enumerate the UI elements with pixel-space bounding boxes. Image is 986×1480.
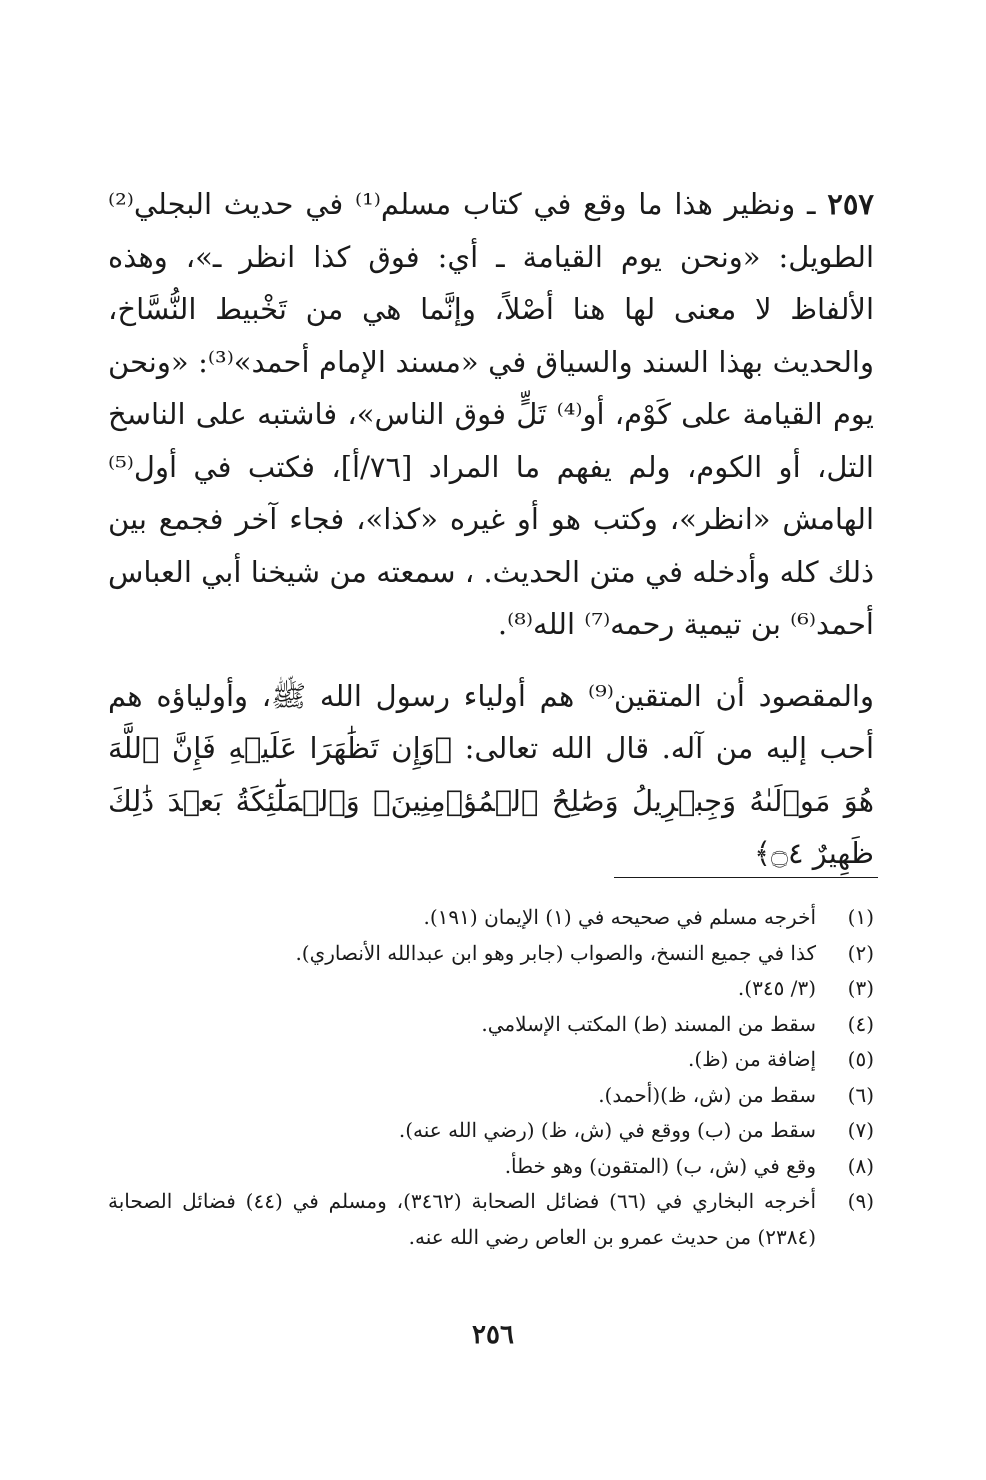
footnote-1 bbox=[108, 900, 874, 936]
paragraph-257 bbox=[108, 178, 874, 651]
footnote-4 bbox=[108, 1007, 874, 1043]
footnote-number: (٣) bbox=[847, 976, 874, 1000]
footnote-text: سقط من (ش، ظ)(أحمد). bbox=[598, 1082, 816, 1107]
footnote-number: (٢) bbox=[847, 940, 874, 965]
footnote-number: (٥) bbox=[847, 1047, 874, 1071]
footnote-text: وقع في (ش، ب) (المتقون) وهو خطأ. bbox=[504, 1153, 816, 1178]
footnote-number: (٩) bbox=[847, 1189, 874, 1213]
footnote-5 bbox=[108, 1042, 874, 1078]
footnote-text: سقط من (ب) ووقع في (ش، ظ) (رضي الله عنه). bbox=[398, 1118, 816, 1142]
footnote-text: سقط من المسند (ط) المكتب الإسلامي. bbox=[481, 1011, 816, 1036]
footnote-number: (٨) bbox=[847, 1153, 874, 1178]
footnote-7 bbox=[108, 1113, 874, 1149]
footnote-9 bbox=[108, 1184, 874, 1255]
main-text bbox=[108, 178, 874, 880]
footnote-8 bbox=[108, 1149, 874, 1185]
footnote-number: (٤) bbox=[847, 1011, 874, 1036]
footnote-text: أخرجه مسلم في صحيحه في (١) الإيمان (١٩١). bbox=[423, 905, 816, 929]
footnote-3 bbox=[108, 971, 874, 1007]
quran-verse: ﴿وَإِن تَظَٰهَرَا عَلَيۡهِ فَإِنَّ ٱللَّهَ هُوَ مَوۡلَىٰهُ وَجِبۡرِيلُ وَصَٰلِحُ ٱلۡمُؤۡمِنِينَۖ وَٱلۡمَلَٰٓئِكَةُ بَعۡدَ ذَٰلِكَ ظَهِيرٌ ۝٤﴾ bbox=[108, 731, 874, 870]
footnote-text: (٣/ ٣٤٥). bbox=[737, 976, 816, 1000]
footnote-6 bbox=[108, 1078, 874, 1114]
paragraph-257-text: ـ ونظير هذا ما وقع في كتاب مسلم⁽¹⁾ في حديث البجلي⁽²⁾ الطويل: «ونحن يوم القيامة ـ أي: فوق كذا انظر ـ»، وهذه الألفاظ لا معنى لها هنا أصْلاً، وإنَّما هي من تَخْبيط النُّسَّاخ، والحديث بهذا السند والسياق في «مسند الإمام أحمد»⁽³⁾: «ونحن يوم القيامة على كَوْم، أو⁽⁴⁾ تَلٍّ فوق الناس»، فاشتبه على الناسخ التل، أو الكوم، ولم يفهم ما المراد [٧٦/أ]، فكتب في أول⁽⁵⁾ الهامش «انظر»، وكتب هو أو غيره «كذا»، فجاء آخر فجمع بين ذلك كله وأدخله في متن الحديث. ، سمعته من شيخنا أبي العباس أحمد⁽⁶⁾ بن تيمية رحمه⁽⁷⁾ الله⁽⁸⁾. bbox=[108, 187, 874, 641]
footnote-divider bbox=[614, 877, 878, 878]
footnote-number: (٦) bbox=[847, 1082, 874, 1107]
footnote-number: (١) bbox=[847, 905, 874, 929]
page-number: ٢٥٦ bbox=[472, 1320, 514, 1350]
paragraph-mutaqin-text: والمقصود أن المتقين⁽⁹⁾ هم أولياء رسول الله ﷺ، وأولياؤه هم أحب إليه من آله. قال الله تعالى: bbox=[108, 678, 874, 765]
paragraph-mutaqin bbox=[108, 670, 874, 880]
footnote-number: (٧) bbox=[847, 1118, 874, 1142]
footnote-text: أخرجه البخاري في (٦٦) فضائل الصحابة (٣٤٦٢)، ومسلم في (٤٤) فضائل الصحابة (٢٣٨٤) من حديث عمرو بن العاص رضي الله عنه. bbox=[108, 1189, 817, 1249]
paragraph-number: ٢٥٧ bbox=[827, 187, 874, 221]
footnotes bbox=[108, 900, 874, 1255]
footnote-text: كذا في جميع النسخ، والصواب (جابر وهو ابن عبدالله الأنصاري). bbox=[295, 940, 816, 965]
footnote-text: إضافة من (ظ). bbox=[687, 1047, 816, 1071]
footnote-2 bbox=[108, 936, 874, 972]
